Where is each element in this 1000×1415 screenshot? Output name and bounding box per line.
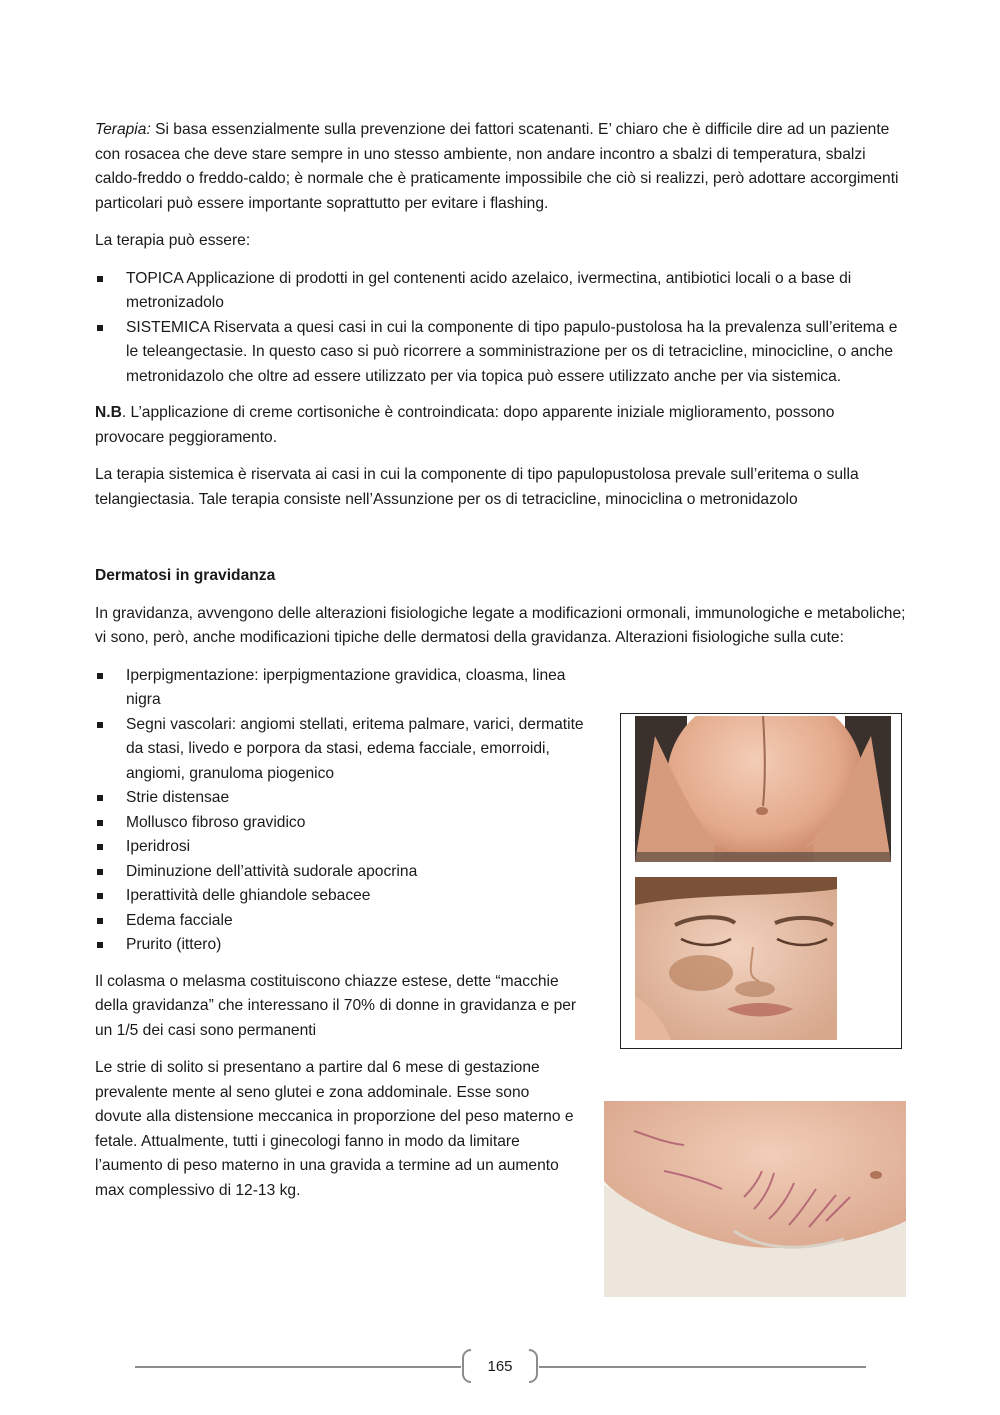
- list-item: Iperidrosi: [95, 835, 595, 860]
- therapy-label: Terapia:: [95, 121, 151, 138]
- list-item: TOPICA Applicazione di prodotti in gel contenenti acido azelaico, ivermectina, antibiotici locali o a base di metronizadolo: [95, 267, 907, 316]
- list-item: SISTEMICA Riservata a quesi casi in cui la componente di tipo papulo-pustolosa ha la prevalenza sull’eritema e le teleangectasie. In questo caso si può ricorrere a somministrazione per os di tetracicline, minocicline, o anche metronidazolo che oltre ad essere utilizzato per via topica può essere utilizzato anche per via sistemica.: [95, 316, 907, 390]
- page-number: 165: [487, 1358, 513, 1375]
- striae-paragraph: Le strie di solito si presentano a partire dal 6 mese di gestazione prevalente mente al seno glutei e zona addominale. Esse sono dovute alla distensione meccanica in proporzione del peso materno e fetale. Attualmente, tutti i ginecologi fanno in modo da limitare l’aumento di peso materno in una gravida a termine ad un aumento max complessivo di 12-13 kg.: [95, 1059, 574, 1199]
- list-item: Iperpigmentazione: iperpigmentazione gravidica, cloasma, linea nigra: [95, 664, 595, 713]
- nb-paragraph: [95, 401, 907, 450]
- stretch-marks-photo: [604, 1101, 906, 1297]
- pregnant-belly-photo: [635, 716, 891, 862]
- melasma-face-photo: [635, 877, 837, 1040]
- footer-rule-left: [135, 1366, 461, 1368]
- melasma-paragraph: Il colasma o melasma costituiscono chiazze estese, dette “macchie della gravidanza” che interessano il 70% di donne in gravidanza e per un 1/5 dei casi sono permanenti: [95, 972, 577, 1039]
- list-item: Iperattività delle ghiandole sebacee: [95, 884, 595, 909]
- therapy-list: [95, 267, 907, 390]
- systemic-paragraph: La terapia sistemica è riservata ai casi in cui la componente di tipo papulopustolosa prevale sull’eritema o sulla telangiectasia. Tale terapia consiste nell’Assunzione per os di tetracicline, minociclina o metronidazolo: [95, 466, 859, 508]
- list-item: Strie distensae: [95, 786, 595, 811]
- section-heading: Dermatosi in gravidanza: [95, 567, 276, 584]
- nb-text: . L’applicazione di creme cortisoniche è controindicata: dopo apparente iniziale miglioramento, possono provocare peggioramento.: [95, 404, 835, 446]
- page-content: [95, 118, 907, 1216]
- therapy-intro: La terapia può essere:: [95, 232, 251, 249]
- list-item: Edema facciale: [95, 909, 595, 934]
- pregnancy-intro: In gravidanza, avvengono delle alterazioni fisiologiche legate a modificazioni ormonali, immunologiche e metaboliche; vi sono, però, anche modificazioni tipiche delle dermatosi della gravidanza. Alterazioni fisiologiche sulla cute:: [95, 604, 906, 646]
- list-item: Segni vascolari: angiomi stellati, eritema palmare, varici, dermatite da stasi, livedo e porpora da stasi, edema facciale, emorroidi, angiomi, granuloma piogenico: [95, 713, 595, 787]
- list-item: Prurito (ittero): [95, 933, 595, 958]
- skin-changes-list: [95, 664, 595, 958]
- nb-label: N.B: [95, 404, 122, 421]
- therapy-paragraph: [95, 118, 907, 216]
- list-item: Diminuzione dell’attività sudorale apocrina: [95, 860, 595, 885]
- footer-rule-right: [539, 1366, 866, 1368]
- list-item: Mollusco fibroso gravidico: [95, 811, 595, 836]
- therapy-text: Si basa essenzialmente sulla prevenzione dei fattori scatenanti. E’ chiaro che è difficile dire ad un paziente con rosacea che deve stare sempre in uno stesso ambiente, non andare incontro a sbalzi di temperatura, sbalzi caldo-freddo o freddo-caldo; è normale che è praticamente impossibile che ciò si realizzi, però adottare accorgimenti particolari può essere importante soprattutto per evitare i flashing.: [95, 121, 899, 212]
- pregnancy-photos-frame: [620, 713, 902, 1049]
